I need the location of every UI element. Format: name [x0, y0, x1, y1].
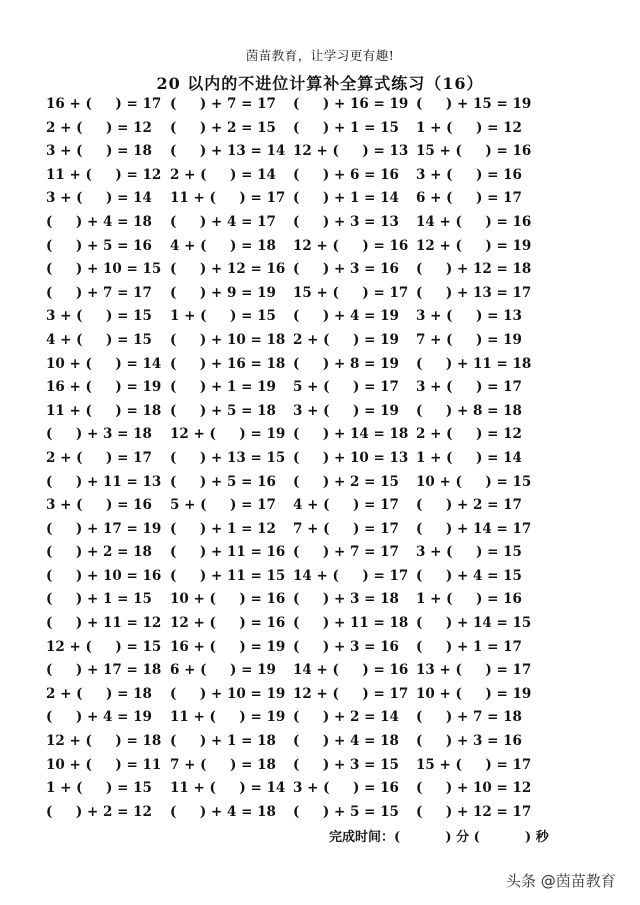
problem-equation: ( ) + 8 = 19 — [293, 355, 399, 372]
problem-row — [0, 565, 640, 589]
problem-equation: ( ) + 16 = 19 — [293, 96, 409, 112]
problem-equation: 16 + ( ) = 19 — [170, 638, 286, 655]
problem-row — [0, 659, 640, 683]
problem-equation: ( ) + 2 = 12 — [46, 803, 152, 820]
problem-row — [0, 187, 640, 211]
problem-row — [0, 140, 640, 164]
problem-row — [0, 518, 640, 542]
problem-equation: 11 + ( ) = 18 — [46, 402, 162, 419]
problem-row — [0, 754, 640, 778]
problem-equation: 5 + ( ) = 17 — [293, 379, 399, 396]
problem-row — [0, 117, 640, 141]
problem-equation: ( ) + 16 = 18 — [170, 355, 286, 372]
problem-row — [0, 235, 640, 259]
problem-equation: ( ) + 11 = 16 — [170, 544, 286, 561]
problem-equation: ( ) + 3 = 16 — [293, 638, 399, 655]
problem-grid — [0, 93, 640, 824]
problem-equation: ( ) + 5 = 16 — [46, 237, 152, 254]
problem-equation: ( ) + 14 = 17 — [416, 520, 532, 537]
problem-equation: ( ) + 3 = 16 — [293, 261, 399, 278]
problem-row — [0, 706, 640, 730]
problem-equation: 12 + ( ) = 19 — [170, 426, 286, 443]
problem-row — [0, 423, 640, 447]
problem-equation: 5 + ( ) = 17 — [170, 497, 276, 514]
problem-row — [0, 588, 640, 612]
problem-equation: 14 + ( ) = 17 — [293, 567, 409, 584]
problem-equation: ( ) + 10 = 12 — [416, 780, 532, 797]
problem-equation: 12 + ( ) = 15 — [46, 638, 162, 655]
problem-equation: ( ) + 12 = 18 — [416, 261, 532, 278]
problem-row — [0, 541, 640, 565]
problem-equation: 12 + ( ) = 13 — [293, 143, 409, 160]
problem-equation: 7 + ( ) = 18 — [170, 756, 276, 773]
problem-equation: 6 + ( ) = 17 — [416, 190, 522, 207]
problem-equation: 10 + ( ) = 16 — [170, 591, 286, 608]
problem-equation: 3 + ( ) = 15 — [416, 544, 522, 561]
worksheet-title: 20 以内的不进位计算补全算式练习（16） — [156, 74, 484, 93]
problem-equation: 11 + ( ) = 14 — [170, 780, 286, 797]
problem-row — [0, 612, 640, 636]
problem-equation: 12 + ( ) = 19 — [416, 237, 532, 254]
problem-equation: 15 + ( ) = 16 — [416, 143, 532, 160]
problem-equation: ( ) + 6 = 16 — [293, 166, 399, 183]
problem-equation: ( ) + 12 = 16 — [170, 261, 286, 278]
problem-equation: ( ) + 10 = 19 — [170, 685, 286, 702]
problem-equation: ( ) + 2 = 15 — [293, 473, 399, 490]
problem-equation: ( ) + 1 = 14 — [293, 190, 399, 207]
problem-equation: 10 + ( ) = 11 — [46, 756, 162, 773]
problem-row — [0, 447, 640, 471]
problem-equation: ( ) + 10 = 15 — [46, 261, 162, 278]
problem-equation: 1 + ( ) = 14 — [416, 449, 522, 466]
problem-equation: ( ) + 4 = 19 — [293, 308, 399, 325]
problem-equation: 12 + ( ) = 16 — [293, 237, 409, 254]
problem-equation: ( ) + 3 = 15 — [293, 756, 399, 773]
problem-equation: 3 + ( ) = 18 — [46, 143, 152, 160]
problem-equation: 10 + ( ) = 14 — [46, 355, 162, 372]
completion-time: 完成时间：( ) 分 ( ) 秒 — [329, 830, 549, 845]
problem-equation: 16 + ( ) = 19 — [46, 379, 162, 396]
problem-equation: ( ) + 1 = 17 — [416, 638, 522, 655]
problem-equation: 1 + ( ) = 15 — [46, 780, 152, 797]
problem-equation: ( ) + 2 = 14 — [293, 709, 399, 726]
problem-equation: ( ) + 1 = 12 — [170, 520, 276, 537]
problem-equation: 4 + ( ) = 15 — [46, 331, 152, 348]
problem-equation: 3 + ( ) = 16 — [46, 497, 152, 514]
problem-equation: ( ) + 12 = 17 — [416, 803, 532, 820]
problem-equation: ( ) + 10 = 16 — [46, 567, 162, 584]
problem-equation: ( ) + 11 = 15 — [170, 567, 286, 584]
problem-equation: 13 + ( ) = 17 — [416, 662, 532, 679]
header-slogan: 茵苗教育，让学习更有趣! — [245, 48, 395, 63]
problem-equation: ( ) + 4 = 18 — [293, 733, 399, 750]
problem-equation: 2 + ( ) = 12 — [416, 426, 522, 443]
problem-equation: 14 + ( ) = 16 — [416, 213, 532, 230]
problem-equation: ( ) + 7 = 17 — [46, 284, 152, 301]
problem-equation: 2 + ( ) = 12 — [46, 119, 152, 136]
problem-equation: ( ) + 9 = 19 — [170, 284, 276, 301]
problem-equation: ( ) + 1 = 15 — [46, 591, 152, 608]
problem-row — [0, 93, 640, 117]
problem-equation: ( ) + 2 = 18 — [46, 544, 152, 561]
problem-equation: 2 + ( ) = 18 — [46, 685, 152, 702]
problem-equation: 11 + ( ) = 17 — [170, 190, 286, 207]
problem-equation: 1 + ( ) = 16 — [416, 591, 522, 608]
problem-equation: 12 + ( ) = 16 — [170, 615, 286, 632]
problem-equation: 2 + ( ) = 17 — [46, 449, 152, 466]
problem-row — [0, 801, 640, 825]
problem-equation: ( ) + 11 = 12 — [46, 615, 162, 632]
problem-equation: ( ) + 17 = 19 — [46, 520, 162, 537]
problem-row — [0, 376, 640, 400]
problem-equation: ( ) + 1 = 19 — [170, 379, 276, 396]
problem-equation: 2 + ( ) = 14 — [170, 166, 276, 183]
problem-equation: 11 + ( ) = 19 — [170, 709, 286, 726]
problem-equation: 15 + ( ) = 17 — [293, 284, 409, 301]
problem-row — [0, 164, 640, 188]
problem-equation: 3 + ( ) = 14 — [46, 190, 152, 207]
problem-equation: ( ) + 2 = 17 — [416, 497, 522, 514]
problem-equation: ( ) + 2 = 15 — [170, 119, 276, 136]
problem-equation: ( ) + 7 = 17 — [170, 96, 276, 112]
problem-equation: 12 + ( ) = 18 — [46, 733, 162, 750]
problem-row — [0, 471, 640, 495]
problem-equation: ( ) + 3 = 18 — [46, 426, 152, 443]
problem-equation: ( ) + 14 = 15 — [416, 615, 532, 632]
problem-equation: ( ) + 13 = 15 — [170, 449, 286, 466]
problem-equation: 16 + ( ) = 17 — [46, 96, 162, 112]
problem-equation: 14 + ( ) = 16 — [293, 662, 409, 679]
problem-equation: 12 + ( ) = 17 — [293, 685, 409, 702]
problem-equation: 4 + ( ) = 18 — [170, 237, 276, 254]
problem-equation: 7 + ( ) = 17 — [293, 520, 399, 537]
problem-equation: 4 + ( ) = 17 — [293, 497, 399, 514]
problem-row — [0, 400, 640, 424]
problem-equation: 2 + ( ) = 19 — [293, 331, 399, 348]
problem-equation: ( ) + 3 = 13 — [293, 213, 399, 230]
problem-equation: ( ) + 1 = 15 — [293, 119, 399, 136]
problem-equation: ( ) + 1 = 18 — [170, 733, 276, 750]
problem-equation: 3 + ( ) = 19 — [293, 402, 399, 419]
problem-equation: 3 + ( ) = 17 — [416, 379, 522, 396]
problem-equation: ( ) + 4 = 15 — [416, 567, 522, 584]
problem-equation: ( ) + 11 = 18 — [293, 615, 409, 632]
problem-equation: 15 + ( ) = 17 — [416, 756, 532, 773]
problem-equation: ( ) + 5 = 15 — [293, 803, 399, 820]
problem-row — [0, 353, 640, 377]
problem-equation: ( ) + 17 = 18 — [46, 662, 162, 679]
watermark: 头条 @茵苗教育 — [506, 872, 616, 890]
problem-equation: 1 + ( ) = 15 — [170, 308, 276, 325]
problem-row — [0, 494, 640, 518]
problem-row — [0, 777, 640, 801]
problem-row — [0, 211, 640, 235]
problem-equation: ( ) + 10 = 18 — [170, 331, 286, 348]
problem-equation: ( ) + 15 = 19 — [416, 96, 532, 112]
problem-equation: 3 + ( ) = 15 — [46, 308, 152, 325]
problem-equation: ( ) + 7 = 18 — [416, 709, 522, 726]
problem-equation: ( ) + 4 = 18 — [170, 803, 276, 820]
problem-row — [0, 636, 640, 660]
problem-equation: ( ) + 11 = 18 — [416, 355, 532, 372]
problem-equation: ( ) + 13 = 14 — [170, 143, 286, 160]
problem-equation: 3 + ( ) = 13 — [416, 308, 522, 325]
problem-row — [0, 730, 640, 754]
problem-equation: 7 + ( ) = 19 — [416, 331, 522, 348]
problem-equation: 1 + ( ) = 12 — [416, 119, 522, 136]
problem-equation: ( ) + 4 = 19 — [46, 709, 152, 726]
problem-equation: 6 + ( ) = 19 — [170, 662, 276, 679]
problem-equation: ( ) + 10 = 13 — [293, 449, 409, 466]
problem-equation: ( ) + 14 = 18 — [293, 426, 409, 443]
problem-equation: 10 + ( ) = 19 — [416, 685, 532, 702]
problem-equation: ( ) + 3 = 18 — [293, 591, 399, 608]
problem-row — [0, 329, 640, 353]
problem-row — [0, 258, 640, 282]
problem-equation: ( ) + 3 = 16 — [416, 733, 522, 750]
problem-equation: ( ) + 13 = 17 — [416, 284, 532, 301]
problem-equation: ( ) + 7 = 17 — [293, 544, 399, 561]
problem-row — [0, 282, 640, 306]
problem-equation: ( ) + 4 = 18 — [46, 213, 152, 230]
problem-row — [0, 683, 640, 707]
problem-equation: 3 + ( ) = 16 — [293, 780, 399, 797]
problem-equation: ( ) + 5 = 18 — [170, 402, 276, 419]
problem-equation: 10 + ( ) = 15 — [416, 473, 532, 490]
problem-equation: ( ) + 4 = 17 — [170, 213, 276, 230]
problem-equation: 3 + ( ) = 16 — [416, 166, 522, 183]
problem-row — [0, 305, 640, 329]
problem-equation: 11 + ( ) = 12 — [46, 166, 162, 183]
problem-equation: ( ) + 11 = 13 — [46, 473, 162, 490]
problem-equation: ( ) + 5 = 16 — [170, 473, 276, 490]
problem-equation: ( ) + 8 = 18 — [416, 402, 522, 419]
